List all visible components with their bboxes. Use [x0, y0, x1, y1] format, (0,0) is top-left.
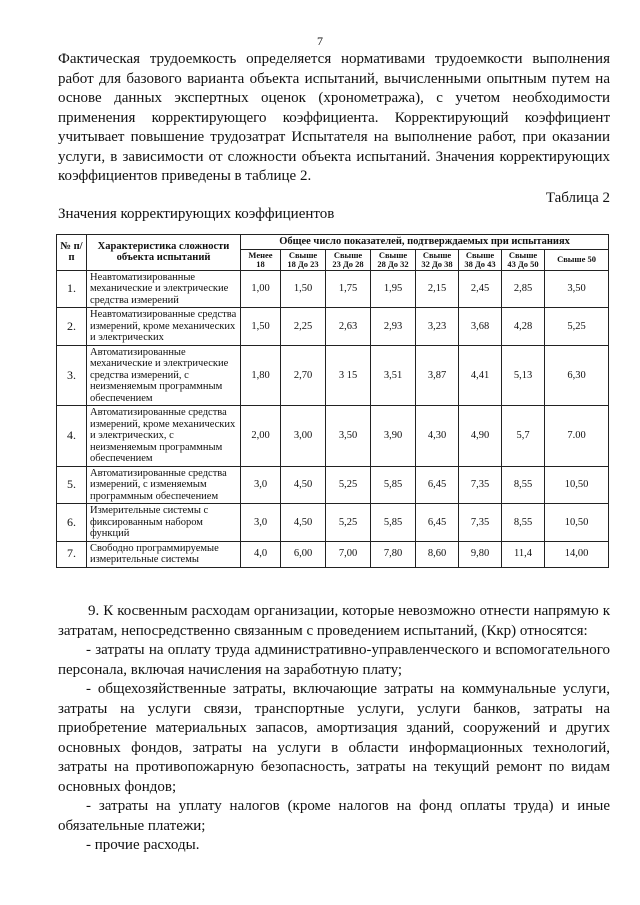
cell-value: 6,45	[416, 466, 459, 504]
cell-value: 3,0	[241, 504, 281, 542]
column-header: Свыше 50	[545, 249, 609, 270]
list-item: - прочие расходы.	[86, 837, 200, 853]
cell-value: 7.00	[545, 406, 609, 467]
cell-value: 3 15	[326, 345, 371, 406]
row-description: Автоматизированные механические и электрические средства измерений, с неизменяемым программным обеспечением	[87, 345, 241, 406]
list-item: - общехозяйственные затраты, включающие затраты на коммунальные услуги, затраты на услуги связи, транспортные услуги, услуги банков, затраты на приобретение материальных запасов, амортизация зданий, сооружений и других основных фондов, затраты на услуги в области информационных технологий, затраты на противопожарную безопасность, затраты на текущий ремонт по видам основных фондов;	[58, 681, 610, 795]
cell-value: 1,80	[241, 345, 281, 406]
cell-value: 3,50	[545, 270, 609, 308]
cell-value: 4,0	[241, 541, 281, 567]
cell-value: 8,55	[502, 504, 545, 542]
cell-value: 7,00	[326, 541, 371, 567]
table-header-row	[57, 235, 609, 250]
column-header: Свыше 43 До 50	[502, 249, 545, 270]
cell-value: 3,23	[416, 308, 459, 346]
cell-value: 4,50	[281, 466, 326, 504]
row-description: Неавтоматизированные средства измерений, кроме механических и электрических	[87, 308, 241, 346]
cell-value: 5,13	[502, 345, 545, 406]
column-header: Свыше 18 До 23	[281, 249, 326, 270]
section-9-paragraph: 9. К косвенным расходам организации, которые невозможно отнести напрямую к затратам, непосредственно связанным с проведением испытаний, (Ккр) относятся:	[58, 603, 610, 639]
cell-value: 5,25	[545, 308, 609, 346]
cell-value: 3,68	[459, 308, 502, 346]
column-header: Менее 18	[241, 249, 281, 270]
cell-value: 5,25	[326, 504, 371, 542]
cell-value: 6,45	[416, 504, 459, 542]
cell-value: 4,30	[416, 406, 459, 467]
row-description: Неавтоматизированные механические и электрические средства измерений	[87, 270, 241, 308]
cell-value: 10,50	[545, 504, 609, 542]
cell-value: 1,75	[326, 270, 371, 308]
cell-value: 2,70	[281, 345, 326, 406]
row-description: Свободно программируемые измерительные системы	[87, 541, 241, 567]
cell-value: 6,00	[281, 541, 326, 567]
table-label: Таблица 2	[545, 190, 610, 206]
page-number: 7	[317, 34, 323, 48]
table-row	[57, 270, 609, 308]
cell-value: 4,28	[502, 308, 545, 346]
cell-value: 1,00	[241, 270, 281, 308]
cell-value: 2,85	[502, 270, 545, 308]
cell-value: 11,4	[502, 541, 545, 567]
list-item: - затраты на уплату налогов (кроме налогов на фонд оплаты труда) и иные обязательные платежи;	[58, 798, 610, 834]
table-row	[57, 541, 609, 567]
column-header: Свыше 23 До 28	[326, 249, 371, 270]
table-caption: Значения корректирующих коэффициентов	[58, 206, 335, 222]
cell-value: 5,85	[371, 504, 416, 542]
cell-value: 3,90	[371, 406, 416, 467]
coefficients-table	[56, 234, 609, 568]
section-9	[58, 602, 610, 856]
cell-value: 2,15	[416, 270, 459, 308]
cell-value: 1,50	[241, 308, 281, 346]
cell-value: 14,00	[545, 541, 609, 567]
cell-value: 7,80	[371, 541, 416, 567]
cell-value: 2,45	[459, 270, 502, 308]
row-number: 5.	[57, 466, 87, 504]
cell-value: 3,50	[326, 406, 371, 467]
cell-value: 2,93	[371, 308, 416, 346]
cell-value: 1,95	[371, 270, 416, 308]
row-number: 7.	[57, 541, 87, 567]
cell-value: 3,51	[371, 345, 416, 406]
cell-value: 3,00	[281, 406, 326, 467]
row-description: Автоматизированные средства измерений, с изменяемым программным обеспечением	[87, 466, 241, 504]
row-number: 3.	[57, 345, 87, 406]
row-number: 1.	[57, 270, 87, 308]
cell-value: 2,25	[281, 308, 326, 346]
cell-value: 4,50	[281, 504, 326, 542]
cell-value: 8,55	[502, 466, 545, 504]
cell-value: 9,80	[459, 541, 502, 567]
intro-paragraph: Фактическая трудоемкость определяется нормативами трудоемкости выполнения работ для базового варианта объекта испытаний, вычисленными опытным путем на основе данных экспертных оценок (хронометража), с учетом необходимости применения корректирующего коэффициента. Корректирующий коэффициент учитывает повышение трудозатрат Испытателя на выполнение работ, при оказании услуги, в зависимости от сложности объекта испытаний. Значения корректирующих коэффициентов приведены в таблице 2.	[58, 51, 610, 184]
cell-value: 5,7	[502, 406, 545, 467]
table-row	[57, 345, 609, 406]
header-number: № п/п	[57, 235, 87, 271]
column-header: Свыше 28 До 32	[371, 249, 416, 270]
column-header: Свыше 32 До 38	[416, 249, 459, 270]
cell-value: 1,50	[281, 270, 326, 308]
row-number: 2.	[57, 308, 87, 346]
cell-value: 3,0	[241, 466, 281, 504]
cell-value: 10,50	[545, 466, 609, 504]
row-description: Измерительные системы с фиксированным набором функций	[87, 504, 241, 542]
cell-value: 3,87	[416, 345, 459, 406]
table-row	[57, 466, 609, 504]
cell-value: 5,85	[371, 466, 416, 504]
cell-value: 4,41	[459, 345, 502, 406]
cell-value: 8,60	[416, 541, 459, 567]
row-description: Автоматизированные средства измерений, кроме механических и электрических, с неизменяемым программным обеспечением	[87, 406, 241, 467]
cell-value: 2,63	[326, 308, 371, 346]
column-header: Свыше 38 До 43	[459, 249, 502, 270]
cell-value: 7,35	[459, 466, 502, 504]
list-item: - затраты на оплату труда административно-управленческого и вспомогательного персонала, включая начисления на заработную плату;	[58, 642, 610, 678]
header-group: Общее число показателей, подтверждаемых при испытаниях	[241, 235, 609, 250]
cell-value: 2,00	[241, 406, 281, 467]
table-row	[57, 308, 609, 346]
cell-value: 5,25	[326, 466, 371, 504]
row-number: 6.	[57, 504, 87, 542]
header-description: Характеристика сложности объекта испытаний	[87, 235, 241, 271]
table-row	[57, 406, 609, 467]
cell-value: 7,35	[459, 504, 502, 542]
cell-value: 6,30	[545, 345, 609, 406]
table-row	[57, 504, 609, 542]
cell-value: 4,90	[459, 406, 502, 467]
row-number: 4.	[57, 406, 87, 467]
